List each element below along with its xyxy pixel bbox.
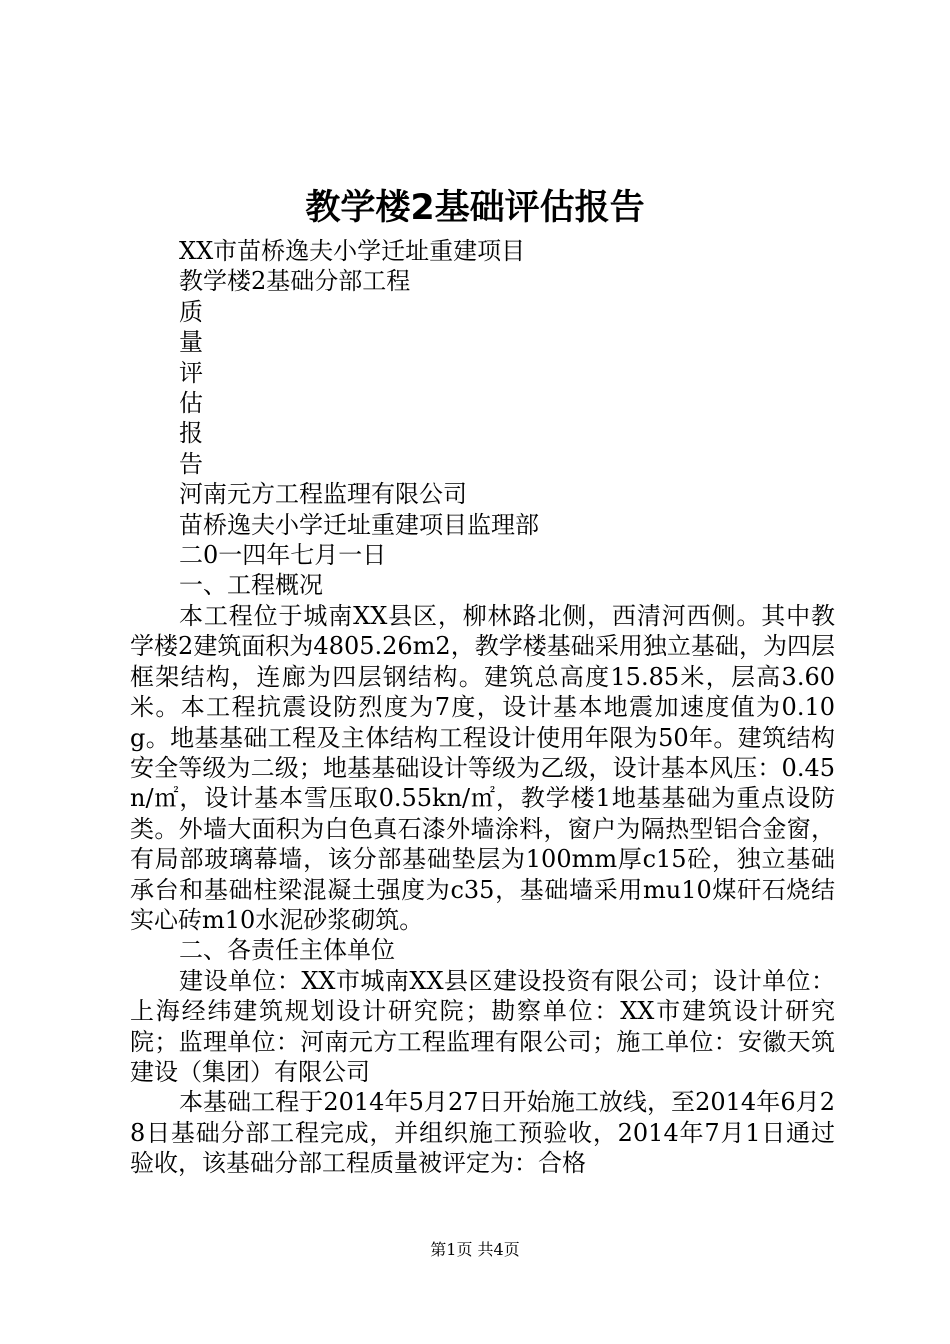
cover-line-char: 估 <box>179 389 203 418</box>
cover-line-company: 河南元方工程监理有限公司 <box>179 480 467 509</box>
cover-line-department: 苗桥逸夫小学迁址重建项目监理部 <box>179 510 539 539</box>
cover-line-project: XX市苗桥逸夫小学迁址重建项目 <box>179 237 526 265</box>
section-heading-overview: 一、工程概况 <box>179 571 323 600</box>
paragraph-overview: 本工程位于城南XX县区，柳林路北侧，西清河西侧。其中教学楼2建筑面积为4805.26m2，教学楼基础采用独立基础，为四层框架结构，连廊为四层钢结构。建筑总高度15.85米，层高3.60米。本工程抗震设防烈度为7度，设计基本地震加速度值为0.10g。地基基础工程及主体结构工程设计使用年限为50年。建筑结构安全等级为二级；地基基础设计等级为乙级，设计基本风压：0.45n/㎡，设计基本雪压取0.55kn/㎡，教学楼1地基基础为重点设防类。外墙大面积为白色真石漆外墙涂料，窗户为隔热型铝合金窗，有局部玻璃幕墙，该分部基础垫层为100mm厚c15砼，独立基础承台和基础柱梁混凝土强度为c35，基础墙采用mu10煤矸石烧结实心砖m10水泥砂浆砌筑。 <box>130 601 835 934</box>
paragraph-parties: 建设单位：XX市城南XX县区建设投资有限公司；设计单位：上海经纬建筑规划设计研究院；勘察单位：XX市建筑设计研究院；监理单位：河南元方工程监理有限公司；施工单位：安徽天筑建设（集团）有限公司 <box>130 966 835 1086</box>
cover-line-char: 质 <box>179 297 203 326</box>
cover-line-subproject: 教学楼2基础分部工程 <box>179 267 411 296</box>
cover-line-char: 告 <box>179 449 203 478</box>
cover-line-char: 报 <box>179 419 203 448</box>
paragraph-schedule: 本基础工程于2014年5月27日开始施工放线，至2014年6月28日基础分部工程完成，并组织施工预验收，2014年7月1日通过验收，该基础分部工程质量被评定为：合格 <box>130 1088 835 1178</box>
cover-line-char: 量 <box>179 328 203 357</box>
cover-line-char: 评 <box>179 358 203 387</box>
document-title: 教学楼2基础评估报告 <box>305 188 645 228</box>
document-body <box>130 236 835 1179</box>
page-number: 第1页 共4页 <box>430 1240 520 1259</box>
cover-line-date: 二0一四年七月一日 <box>179 541 387 570</box>
section-heading-parties: 二、各责任主体单位 <box>179 936 395 965</box>
